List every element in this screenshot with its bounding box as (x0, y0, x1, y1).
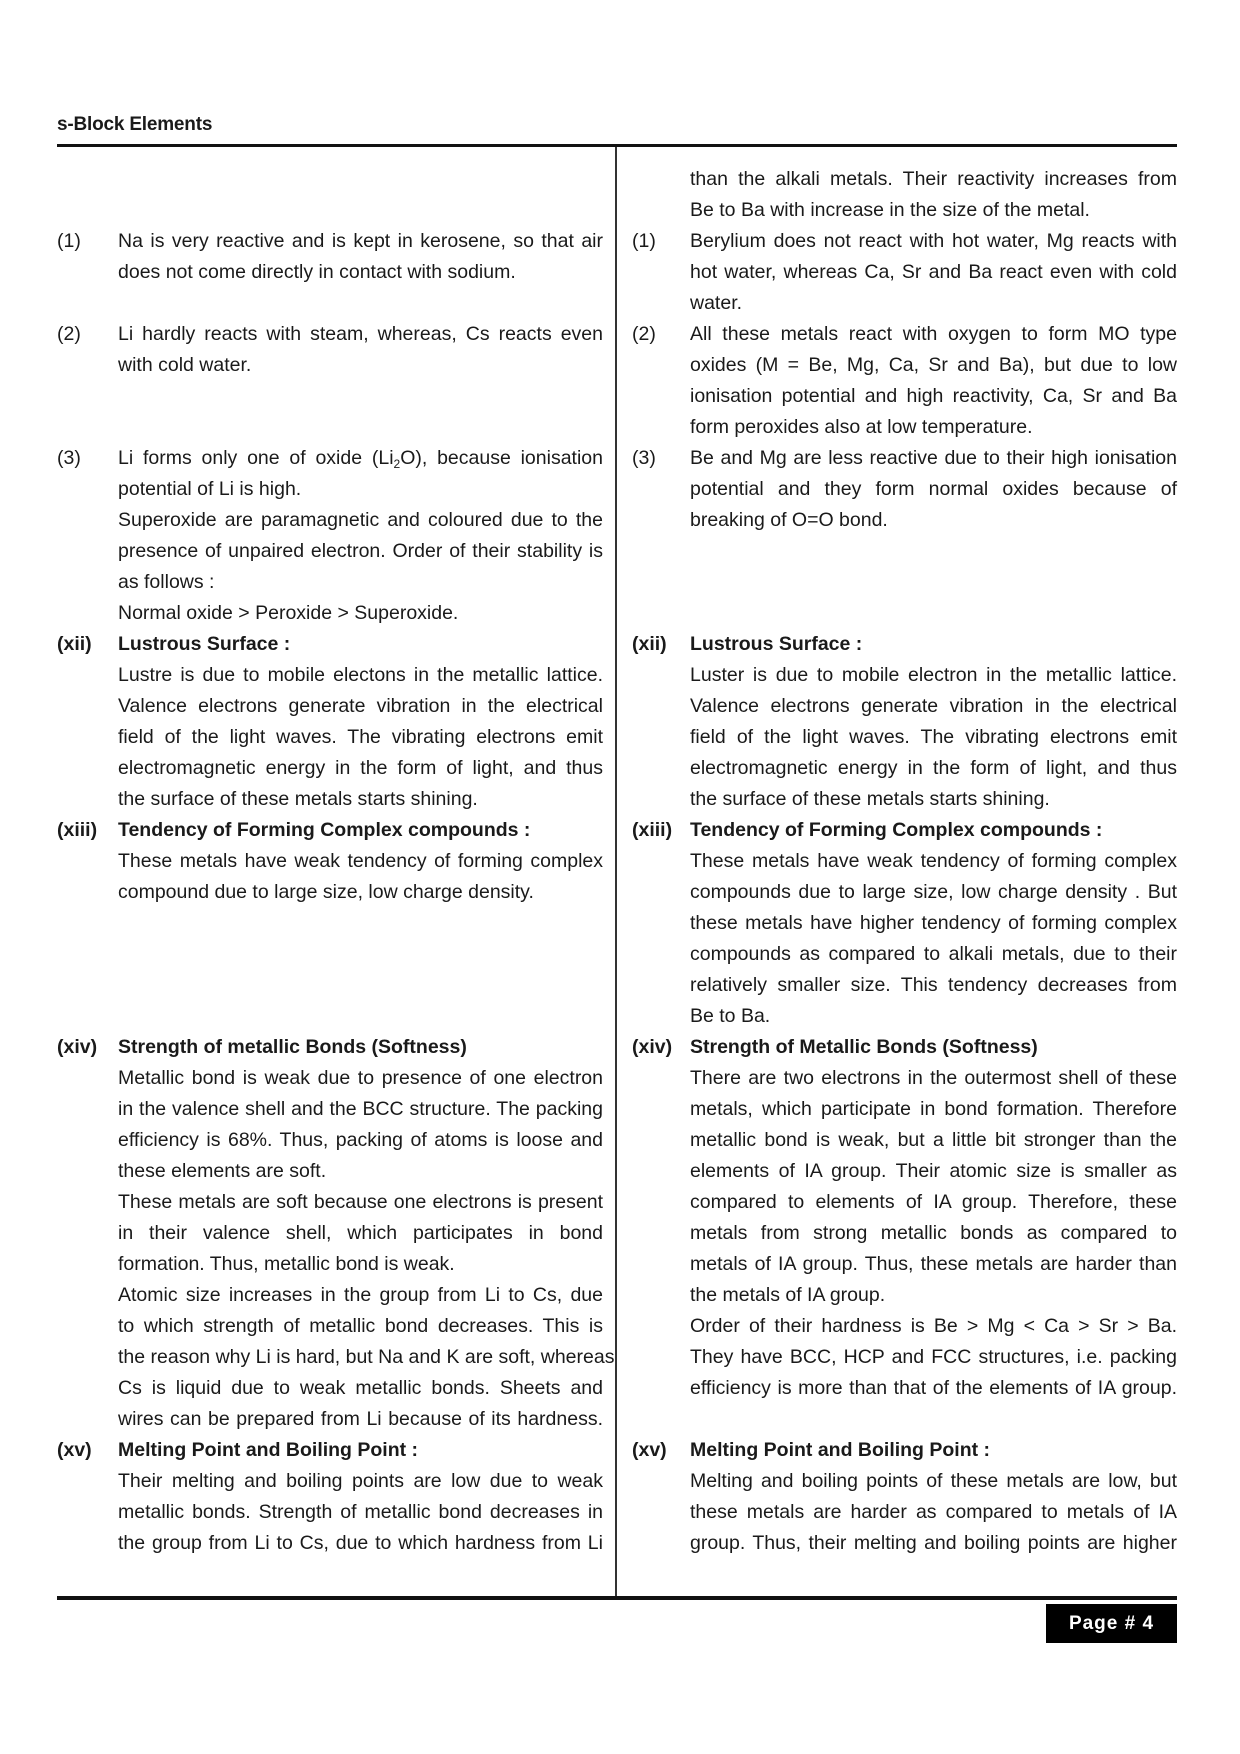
section-label: (xv) (632, 1439, 667, 1461)
footer-rule (57, 1596, 1177, 1600)
text-line: hot water, whereas Ca, Sr and Ba react even with cold (690, 261, 1177, 283)
text-line: These metals have weak tendency of forming complex (118, 850, 603, 872)
text-line: Lustre is due to mobile electons in the metallic lattice. (118, 664, 603, 686)
section-label: (xiv) (632, 1036, 673, 1058)
text-line: metallic bonds. Strength of metallic bond decreases in (118, 1501, 603, 1523)
text-line: elements of IA group. Their atomic size is smaller as (690, 1160, 1177, 1182)
column-divider (615, 147, 617, 1597)
text-line: These metals are soft because one electrons is present (118, 1191, 603, 1213)
section-label: (xv) (57, 1439, 92, 1461)
section-label: (xii) (632, 633, 667, 655)
text-line: presence of unpaired electron. Order of their stability is (118, 540, 603, 562)
text-line: Normal oxide > Peroxide > Superoxide. (118, 602, 459, 624)
section-heading: Melting Point and Boiling Point : (690, 1439, 991, 1461)
text-line: ionisation potential and high reactivity, Ca, Sr and Ba (690, 385, 1177, 407)
section-label: (xiii) (57, 819, 98, 841)
section-label: (xiii) (632, 819, 673, 841)
text-line: with cold water. (118, 354, 252, 376)
text-line: the group from Li to Cs, due to which hardness from Li (118, 1532, 603, 1554)
text-line: these metals have higher tendency of forming complex (690, 912, 1177, 934)
text-line: efficiency is more than that of the elements of IA group. (690, 1377, 1177, 1399)
text-line: Cs is liquid due to weak metallic bonds. Sheets and (118, 1377, 603, 1399)
text-line: Superoxide are paramagnetic and coloured due to the (118, 509, 603, 531)
text-line: does not come directly in contact with sodium. (118, 261, 516, 283)
text-line: these metals are harder as compared to metals of IA (690, 1501, 1177, 1523)
text-line: metals of IA group. Thus, these metals are harder than (690, 1253, 1177, 1275)
text-line: the surface of these metals starts shining. (118, 788, 478, 810)
text-line: Valence electrons generate vibration in the electrical (690, 695, 1177, 717)
item-label: (3) (57, 447, 81, 469)
text-line: Valence electrons generate vibration in the electrical (118, 695, 603, 717)
text-line: Li hardly reacts with steam, whereas, Cs reacts even (118, 323, 603, 345)
text-line: metals, which participate in bond formation. Therefore (690, 1098, 1177, 1120)
text-line: metals from strong metallic bonds as compared to (690, 1222, 1177, 1244)
item-label: (2) (632, 323, 656, 345)
text-line: in the valence shell and the BCC structure. The packing (118, 1098, 603, 1120)
text-line: Order of their hardness is Be > Mg < Ca > Sr > Ba. (690, 1315, 1177, 1337)
text-line: They have BCC, HCP and FCC structures, i.e. packing (690, 1346, 1177, 1368)
text-line: these elements are soft. (118, 1160, 327, 1182)
text-line: Luster is due to mobile electron in the metallic lattice. (690, 664, 1177, 686)
section-heading: Tendency of Forming Complex compounds : (118, 819, 531, 841)
text-line: the reason why Li is hard, but Na and K are soft, whereas (118, 1346, 615, 1368)
continuation-line: than the alkali metals. Their reactivity increases from (690, 168, 1177, 190)
text-line: the metals of IA group. (690, 1284, 886, 1306)
text-line: electromagnetic energy in the form of light, and thus (690, 757, 1177, 779)
text-line: Na is very reactive and is kept in kerosene, so that air (118, 230, 603, 252)
section-heading: Tendency of Forming Complex compounds : (690, 819, 1103, 841)
header-rule (57, 144, 1177, 147)
text-line: the surface of these metals starts shining. (690, 788, 1050, 810)
text-line: oxides (M = Be, Mg, Ca, Sr and Ba), but due to low (690, 354, 1177, 376)
item-label: (1) (632, 230, 656, 252)
text-line: as follows : (118, 571, 215, 593)
text-line: electromagnetic energy in the form of light, and thus (118, 757, 603, 779)
text-line: Be to Ba. (690, 1005, 771, 1027)
text-line: metallic bond is weak, but a little bit stronger than the (690, 1129, 1177, 1151)
text-line: These metals have weak tendency of forming complex (690, 850, 1177, 872)
section-heading: Strength of metallic Bonds (Softness) (118, 1036, 467, 1058)
text-line: compound due to large size, low charge density. (118, 881, 534, 903)
text-line: field of the light waves. The vibrating electrons emit (118, 726, 603, 748)
text-line: compared to elements of IA group. Therefore, these (690, 1191, 1177, 1213)
text-line: Atomic size increases in the group from Li to Cs, due (118, 1284, 603, 1306)
formula-text: O), because ionisation (400, 447, 603, 469)
text-line: efficiency is 68%. Thus, packing of atoms is loose and (118, 1129, 603, 1151)
text-line: compounds due to large size, low charge density . But (690, 881, 1177, 903)
page-header-title: s-Block Elements (57, 114, 213, 135)
section-label: (xiv) (57, 1036, 98, 1058)
text-line: Metallic bond is weak due to presence of one electron (118, 1067, 603, 1089)
text-line: to which strength of metallic bond decreases. This is (118, 1315, 603, 1337)
text-line: potential and they form normal oxides because of (690, 478, 1177, 500)
text-line: Their melting and boiling points are low due to weak (118, 1470, 603, 1492)
text-line: formation. Thus, metallic bond is weak. (118, 1253, 455, 1275)
text-line: Berylium does not react with hot water, Mg reacts with (690, 230, 1177, 252)
text-line: compounds as compared to alkali metals, due to their (690, 943, 1177, 965)
text-line: Be and Mg are less reactive due to their high ionisation (690, 447, 1177, 469)
text-line: group. Thus, their melting and boiling points are higher (690, 1532, 1177, 1554)
page-number-badge: Page # 4 (1046, 1604, 1177, 1643)
text-line: potential of Li is high. (118, 478, 302, 500)
item-label: (1) (57, 230, 81, 252)
formula-text: Li forms only one of oxide (Li (118, 447, 394, 469)
text-line: There are two electrons in the outermost shell of these (690, 1067, 1177, 1089)
text-line: breaking of O=O bond. (690, 509, 888, 531)
text-line-with-formula (118, 443, 603, 474)
section-heading: Lustrous Surface : (118, 633, 291, 655)
text-line: relatively smaller size. This tendency decreases from (690, 974, 1177, 996)
formula-subscript: 2 (393, 457, 401, 471)
section-label: (xii) (57, 633, 92, 655)
continuation-line: Be to Ba with increase in the size of the metal. (690, 199, 1090, 221)
text-line: in their valence shell, which participates in bond (118, 1222, 603, 1244)
section-heading: Melting Point and Boiling Point : (118, 1439, 419, 1461)
text-line: Melting and boiling points of these metals are low, but (690, 1470, 1177, 1492)
section-heading: Lustrous Surface : (690, 633, 863, 655)
text-line: field of the light waves. The vibrating electrons emit (690, 726, 1177, 748)
item-label: (2) (57, 323, 81, 345)
section-heading: Strength of Metallic Bonds (Softness) (690, 1036, 1038, 1058)
item-label: (3) (632, 447, 656, 469)
text-line: All these metals react with oxygen to form MO type (690, 323, 1177, 345)
text-line: form peroxides also at low temperature. (690, 416, 1033, 438)
text-line: wires can be prepared from Li because of its hardness. (118, 1408, 603, 1430)
text-line: water. (690, 292, 743, 314)
